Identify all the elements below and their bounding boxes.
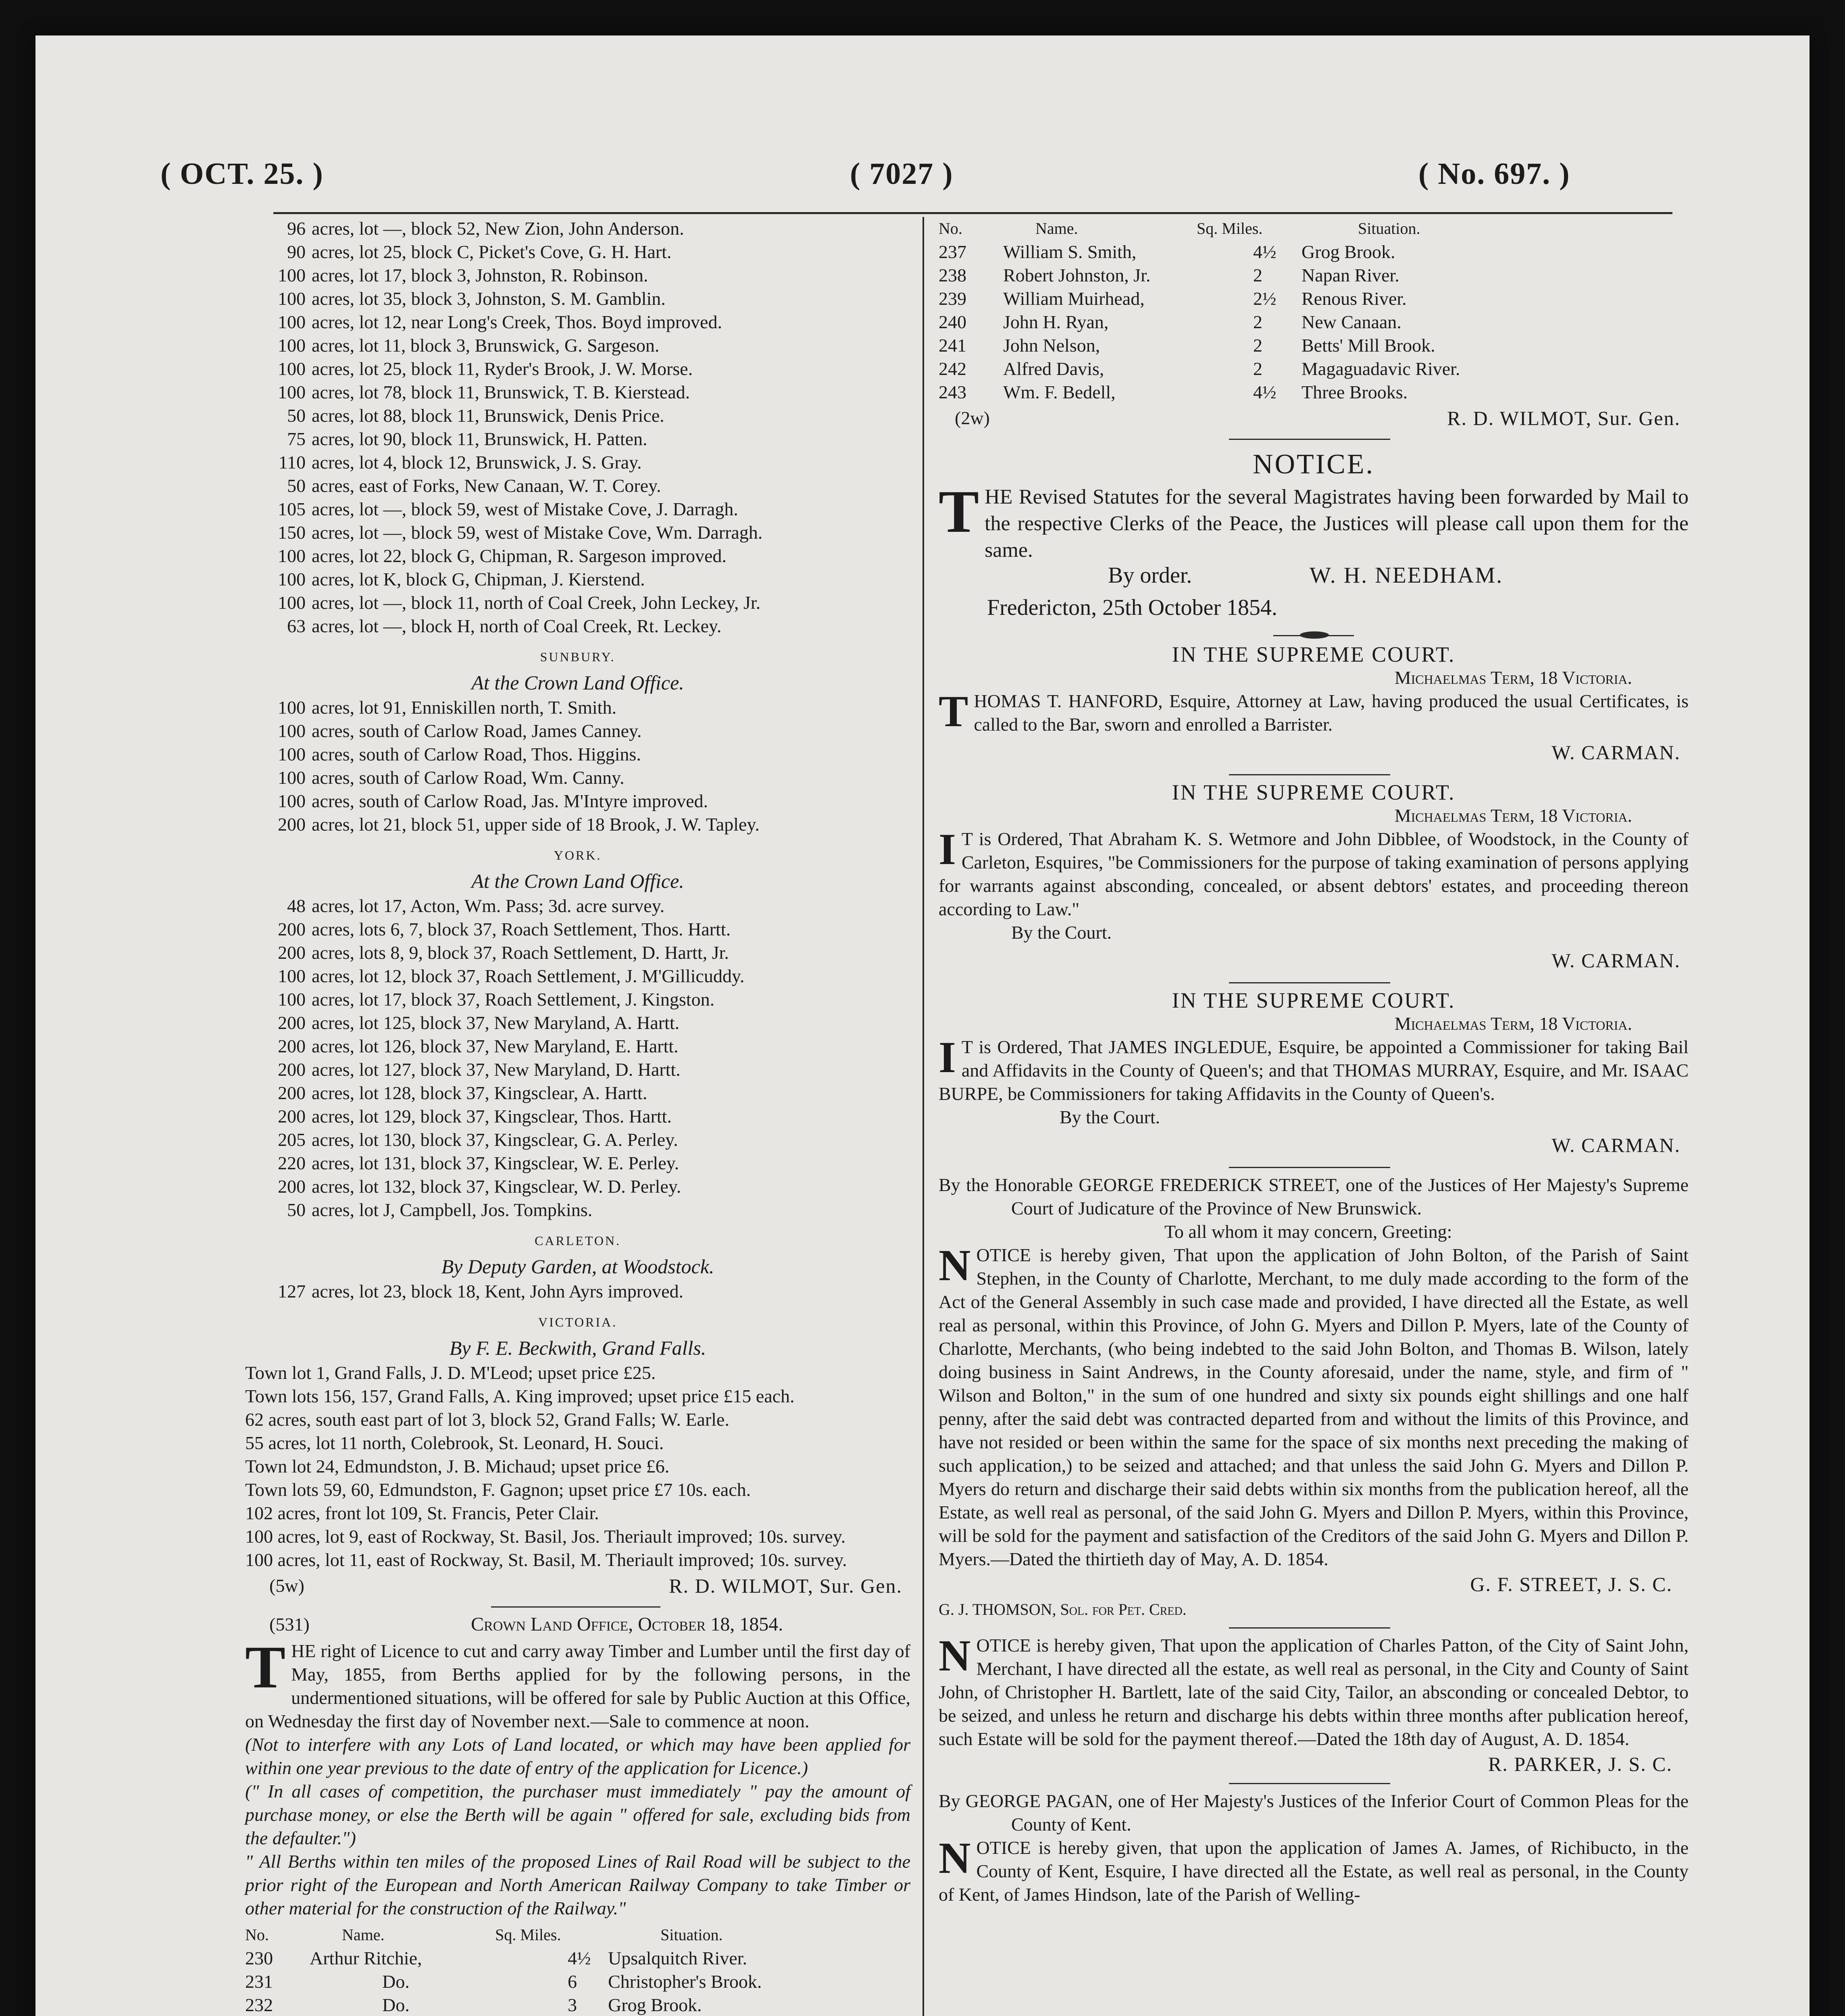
table-row: 230 Arthur Ritchie, 4½ Upsalquitch River. bbox=[245, 1948, 747, 1968]
notice-signoff: By order. W. H. NEEDHAM. bbox=[1108, 563, 1503, 588]
list-item: 62 acres, south east part of lot 3, block 52, Grand Falls; W. Earle. bbox=[245, 1409, 729, 1430]
list-item: 205 acres, lot 130, block 37, Kingsclear, G. A. Perley. bbox=[278, 1129, 678, 1150]
right-column bbox=[939, 217, 1689, 1906]
court-byline: By the Court. bbox=[1011, 922, 1112, 943]
divider bbox=[939, 433, 1689, 445]
office-subheading: At the Crown Land Office. bbox=[471, 870, 684, 892]
list-item: 220 acres, lot 131, block 37, Kingsclear, W. E. Perley. bbox=[278, 1153, 679, 1173]
list-item: 50 acres, east of Forks, New Canaan, W. T. Corey. bbox=[287, 475, 661, 496]
street-notice-body: NOTICE is hereby given, That upon the application of John Bolton, of the Parish of Saint Stephen, in the County of Charlotte, Merchant, to me duly made according to the form of the Act of the General Assembly in such case made and provided, I have directed all the Estate, as well real as personal, within this Province, of John G. Myers and Dillon P. Myers, late of the County of Charlotte, Merchants, (who being indebted to the said John Bolton, and Thomas B. Wilson, lately doing business in Saint Andrews, in the County aforesaid, under the name, style, and firm of " Wilson and Bolton," in the sum of one hundred and sixty six pounds eight shillings and one half penny, after the said debt was contracted departed from and without the limits of this Province, and have not resided or been within the same for the space of six months next preceding the making of such application,) to be seized and attached; and that unless the said John G. Myers and Dillon P. Myers do return and discharge their said debts within six months from the publication hereof, all the Estate, as well real as personal, of the said John G. Myers and Dillon P. Myers, within this Province, will be sold for the payment and satisfaction of the Creditors of the said John G. Myers and Dillon P. Myers.—Dated the thirtieth day of May, A. D. 1854. bbox=[939, 1241, 1689, 1569]
list-item: 102 acres, front lot 109, St. Francis, Peter Clair. bbox=[245, 1503, 599, 1523]
table-row: 231 Do. 6 Christopher's Brook. bbox=[245, 1971, 762, 1992]
court-term: Michaelmas Term, 18 Victoria. bbox=[1394, 667, 1632, 688]
land-list-3 bbox=[245, 894, 910, 1222]
table-row: 243 Wm. F. Bedell, 4½ Three Brooks. bbox=[939, 382, 1408, 402]
street-intro: By the Honorable GEORGE FREDERICK STREET, one of the Justices of Her Majesty's Supreme Court of Judicature of the Province of New Brunswick. bbox=[939, 1175, 1689, 1218]
list-item: 100 acres, lot 35, block 3, Johnston, S. M. Gamblin. bbox=[278, 288, 666, 309]
notice-531-condition-2: (" In all cases of competition, the purchaser must immediately " pay the amount of purchase money, or else the Berth will be again " offered for sale, excluding bids from the defaulter.") bbox=[245, 1781, 910, 1848]
list-item: 50 acres, lot 88, block 11, Brunswick, Denis Price. bbox=[287, 405, 664, 426]
signature: W. CARMAN. bbox=[1551, 741, 1680, 764]
list-item: Town lot 24, Edmundston, J. B. Michaud; upset price £6. bbox=[245, 1456, 670, 1477]
land-list-4 bbox=[245, 1280, 910, 1303]
notice-date: Fredericton, 25th October 1854. bbox=[987, 595, 1278, 620]
list-item: 100 acres, lot 11, east of Rockway, St. Basil, M. Theriault improved; 10s. survey. bbox=[245, 1549, 847, 1570]
list-item: 100 acres, lot 17, block 37, Roach Settlement, J. Kingston. bbox=[278, 989, 715, 1010]
list-item: 200 acres, lot 129, block 37, Kingsclear, Thos. Hartt. bbox=[278, 1106, 672, 1127]
list-item: 100 acres, lot 17, block 3, Johnston, R. Robinson. bbox=[278, 265, 648, 285]
court-term: Michaelmas Term, 18 Victoria. bbox=[1394, 1013, 1632, 1034]
list-item: 100 acres, lot 91, Enniskillen north, T. Smith. bbox=[278, 697, 616, 718]
divider bbox=[939, 977, 1689, 989]
issue-number: ( No. 697. ) bbox=[1418, 157, 1570, 191]
divider bbox=[939, 1161, 1689, 1173]
signature: W. CARMAN. bbox=[1551, 949, 1680, 972]
notice-531-body: THE right of Licence to cut and carry away Timber and Lumber until the first day of May, 1855, from Berths applied for by the following persons, in the undermentioned situations, will be offered for sale by Public Auction at this Office, on Wednesday the first day of November next.—Sale to commence at noon. bbox=[245, 1634, 910, 1731]
list-item: 100 acres, lot —, block 11, north of Coal Creek, John Leckey, Jr. bbox=[278, 592, 761, 613]
list-item: 48 acres, lot 17, Acton, Wm. Pass; 3d. acre survey. bbox=[287, 896, 665, 916]
county-heading-sunbury: SUNBURY. bbox=[540, 650, 616, 664]
list-item: 100 acres, south of Carlow Road, Wm. Canny. bbox=[278, 767, 625, 788]
street-greeting: To all whom it may concern, Greeting: bbox=[1164, 1221, 1452, 1242]
list-item: 200 acres, lots 6, 7, block 37, Roach Settlement, Thos. Hartt. bbox=[278, 919, 731, 939]
office-subheading: At the Crown Land Office. bbox=[471, 671, 684, 694]
victoria-list bbox=[245, 1361, 910, 1572]
list-item: 127 acres, lot 23, block 18, Kent, John Ayrs improved. bbox=[278, 1281, 684, 1302]
table-header: No. Name. Sq. Miles. Situation. bbox=[939, 219, 1420, 237]
list-item: 100 acres, lot 22, block G, Chipman, R. Sargeson improved. bbox=[278, 546, 727, 566]
berths-table-1 bbox=[245, 1923, 910, 2016]
list-item: 100 acres, lot 12, near Long's Creek, Thos. Boyd improved. bbox=[278, 312, 722, 332]
list-item: 200 acres, lots 8, 9, block 37, Roach Settlement, D. Hartt, Jr. bbox=[278, 942, 729, 963]
list-item: 200 acres, lot 125, block 37, New Maryland, A. Hartt. bbox=[278, 1012, 680, 1033]
court-byline: By the Court. bbox=[1060, 1107, 1160, 1127]
court-order-body: I T is Ordered, That JAMES INGLEDUE, Esquire, be appointed a Commissioner for taking Bail and Affidavits in the County of Queen's; and that THOMAS MURRAY, Esquire, and Mr. ISAAC BURPE, be Commissioners for taking Affidavits in the County of Queen's. bbox=[939, 1033, 1689, 1104]
list-item: 200 acres, lot 127, block 37, New Maryland, D. Hartt. bbox=[278, 1059, 681, 1080]
county-heading-york: YORK. bbox=[554, 848, 602, 862]
list-item: Town lots 59, 60, Edmundston, F. Gagnon; upset price £7 10s. each. bbox=[245, 1479, 751, 1500]
table-row: 240 John H. Ryan, 2 New Canaan. bbox=[939, 312, 1401, 332]
table-row: 232 Do. 3 Grog Brook. bbox=[245, 1995, 702, 2015]
list-item: 100 acres, south of Carlow Road, Thos. Higgins. bbox=[278, 744, 641, 764]
signature: W. H. NEEDHAM. bbox=[1310, 563, 1503, 588]
list-item: 100 acres, lot 25, block 11, Ryder's Brook, J. W. Morse. bbox=[278, 358, 693, 379]
list-item: 110 acres, lot 4, block 12, Brunswick, J. S. Gray. bbox=[278, 452, 642, 473]
list-item: 200 acres, lot 128, block 37, Kingsclear, A. Hartt. bbox=[278, 1083, 648, 1103]
list-item: 100 acres, lot 9, east of Rockway, St. Basil, Jos. Theriault improved; 10s. survey. bbox=[245, 1526, 846, 1547]
column-divider bbox=[922, 217, 924, 2016]
list-item: 200 acres, lot 21, block 51, upper side of 18 Brook, J. W. Tapley. bbox=[278, 814, 760, 835]
newspaper-page bbox=[35, 35, 1810, 2016]
table-row: 241 John Nelson, 2 Betts' Mill Brook. bbox=[939, 335, 1435, 356]
signature: W. CARMAN. bbox=[1551, 1134, 1680, 1156]
court-heading: IN THE SUPREME COURT. bbox=[1172, 988, 1456, 1012]
list-item: 100 acres, lot 12, block 37, Roach Settlement, J. M'Gillicuddy. bbox=[278, 966, 745, 986]
list-item: Town lot 1, Grand Falls, J. D. M'Leod; upset price £25. bbox=[245, 1362, 656, 1383]
court-heading: IN THE SUPREME COURT. bbox=[1172, 642, 1456, 666]
table-row: 242 Alfred Davis, 2 Magaguadavic River. bbox=[939, 358, 1460, 379]
land-list-2 bbox=[245, 696, 910, 836]
list-item: 100 acres, south of Carlow Road, James Canney. bbox=[278, 721, 642, 741]
office-subheading: By Deputy Garden, at Woodstock. bbox=[441, 1255, 714, 1278]
divider bbox=[245, 1601, 910, 1613]
signature-block: (5w) R. D. WILMOT, Sur. Gen. bbox=[269, 1574, 902, 1597]
list-item: 100 acres, south of Carlow Road, Jas. M'Intyre improved. bbox=[278, 791, 708, 811]
divider bbox=[939, 768, 1689, 781]
county-heading-carleton: CARLETON. bbox=[534, 1233, 621, 1248]
list-item: 96 acres, lot —, block 52, New Zion, John Anderson. bbox=[287, 218, 684, 239]
list-item: 105 acres, lot —, block 59, west of Mistake Cove, J. Darragh. bbox=[278, 499, 738, 519]
table-row: 237 William S. Smith, 4½ Grog Brook. bbox=[939, 242, 1395, 262]
notice-531-condition-1: (Not to interfere with any Lots of Land located, or which may have been applied for within one year previous to the date of entry of the application for Licence.) bbox=[245, 1734, 910, 1778]
ornament-divider bbox=[939, 628, 1689, 643]
land-list-1 bbox=[245, 217, 910, 638]
list-item: 50 acres, lot J, Campbell, Jos. Tompkins. bbox=[287, 1200, 593, 1220]
list-item: 200 acres, lot 132, block 37, Kingsclear, W. D. Perley. bbox=[278, 1176, 681, 1197]
list-item: Town lots 156, 157, Grand Falls, A. King improved; upset price £15 each. bbox=[245, 1386, 795, 1406]
list-item: 63 acres, lot —, block H, north of Coal Creek, Rt. Leckey. bbox=[287, 616, 722, 636]
signature: R. D. WILMOT, Sur. Gen. bbox=[1447, 407, 1680, 429]
notice-heading: NOTICE. bbox=[1252, 449, 1375, 480]
left-column bbox=[245, 217, 910, 2016]
list-item: 150 acres, lot —, block 59, west of Mistake Cove, Wm. Darragh. bbox=[278, 522, 763, 543]
issue-date: ( OCT. 25. ) bbox=[160, 157, 324, 191]
list-item: 55 acres, lot 11 north, Colebrook, St. Leonard, H. Souci. bbox=[245, 1433, 664, 1453]
list-item: 90 acres, lot 25, block C, Picket's Cove, G. H. Hart. bbox=[287, 242, 672, 262]
pagan-notice-body: NOTICE is hereby given, that upon the application of James A. James, of Richibucto, in the County of Kent, Esquire, I have directed all the Estate, as well real as personal, in the County of Kent, of James Hindson, late of the Parish of Welling- bbox=[939, 1833, 1689, 1905]
list-item: 100 acres, lot K, block G, Chipman, J. Kierstend. bbox=[278, 569, 645, 589]
court-heading: IN THE SUPREME COURT. bbox=[1172, 780, 1456, 804]
signature: R. D. WILMOT, Sur. Gen. bbox=[669, 1574, 902, 1597]
signature-block: (2w) R. D. WILMOT, Sur. Gen. bbox=[955, 407, 1680, 429]
table-header: No. Name. Sq. Miles. Situation. bbox=[245, 1926, 723, 1944]
list-item: 75 acres, lot 90, block 11, Brunswick, H. Patten. bbox=[287, 429, 648, 449]
divider bbox=[939, 1622, 1689, 1634]
table-row: 238 Robert Johnston, Jr. 2 Napan River. bbox=[939, 265, 1399, 285]
list-item: 100 acres, lot 11, block 3, Brunswick, G. Sargeson. bbox=[278, 335, 660, 356]
court-term: Michaelmas Term, 18 Victoria. bbox=[1394, 805, 1632, 826]
header-rule bbox=[273, 212, 1672, 214]
pagan-intro: By GEORGE PAGAN, one of Her Majesty's Justices of the Inferior Court of Common Pleas for the County of Kent. bbox=[939, 1791, 1689, 1835]
court-order-body: THOMAS T. HANFORD, Esquire, Attorney at Law, having produced the usual Certificates, is called to the Bar, sworn and enrolled a Barrister. bbox=[939, 687, 1689, 736]
berths-table-2 bbox=[939, 217, 1689, 404]
office-subheading: By F. E. Beckwith, Grand Falls. bbox=[449, 1337, 706, 1359]
parker-notice-body: NOTICE is hereby given, That upon the application of Charles Patton, of the City of Saint John, Merchant, I have directed all the estate, as well real as personal, in the City and County of Saint John, of Christopher H. Bartlett, late of the said City, Tailor, an absconding or concealed Debtor, to be seized, and unless he return and discharge his debts within three months after publication hereof, such Estate will be sold for the payment thereof.—Dated the 18th day of August, A. D. 1854. bbox=[939, 1631, 1689, 1749]
signature: G. F. STREET, J. S. C. bbox=[1470, 1573, 1672, 1595]
list-item: 200 acres, lot 126, block 37, New Maryland, E. Hartt. bbox=[278, 1036, 679, 1056]
solicitor-line: G. J. THOMSON, Sol. for Pet. Cred. bbox=[939, 1600, 1187, 1618]
list-item: 100 acres, lot 78, block 11, Brunswick, T. B. Kierstead. bbox=[278, 382, 690, 402]
divider bbox=[939, 1777, 1689, 1789]
notice-531-condition-3: " All Berths within ten miles of the proposed Lines of Rail Road will be subject to the prior right of the European and North American Railway Company to take Timber or other material for the construction of the Railway." bbox=[245, 1851, 910, 1918]
county-heading-victoria: VICTORIA. bbox=[538, 1315, 618, 1329]
table-row: 239 William Muirhead, 2½ Renous River. bbox=[939, 288, 1407, 309]
court-order-body: I T is Ordered, That Abraham K. S. Wetmore and John Dibblee, of Woodstock, in the County of Carleton, Esquires, "be Commissioners for the purpose of taking examination of persons applying for warrants against absconding, concealed, or absent debtors' estates, and proceeding thereon according to Law." bbox=[939, 825, 1689, 919]
notice-531-header: (531) Crown Land Office, October 18, 1854. bbox=[269, 1614, 783, 1635]
signature: R. PARKER, J. S. C. bbox=[1488, 1753, 1672, 1775]
page-number: ( 7027 ) bbox=[850, 157, 954, 191]
notice-body: THE Revised Statutes for the several Magistrates having been forwarded by Mail to the respective Clerks of the Peace, the Justices will please call upon them for the same. bbox=[939, 478, 1689, 562]
